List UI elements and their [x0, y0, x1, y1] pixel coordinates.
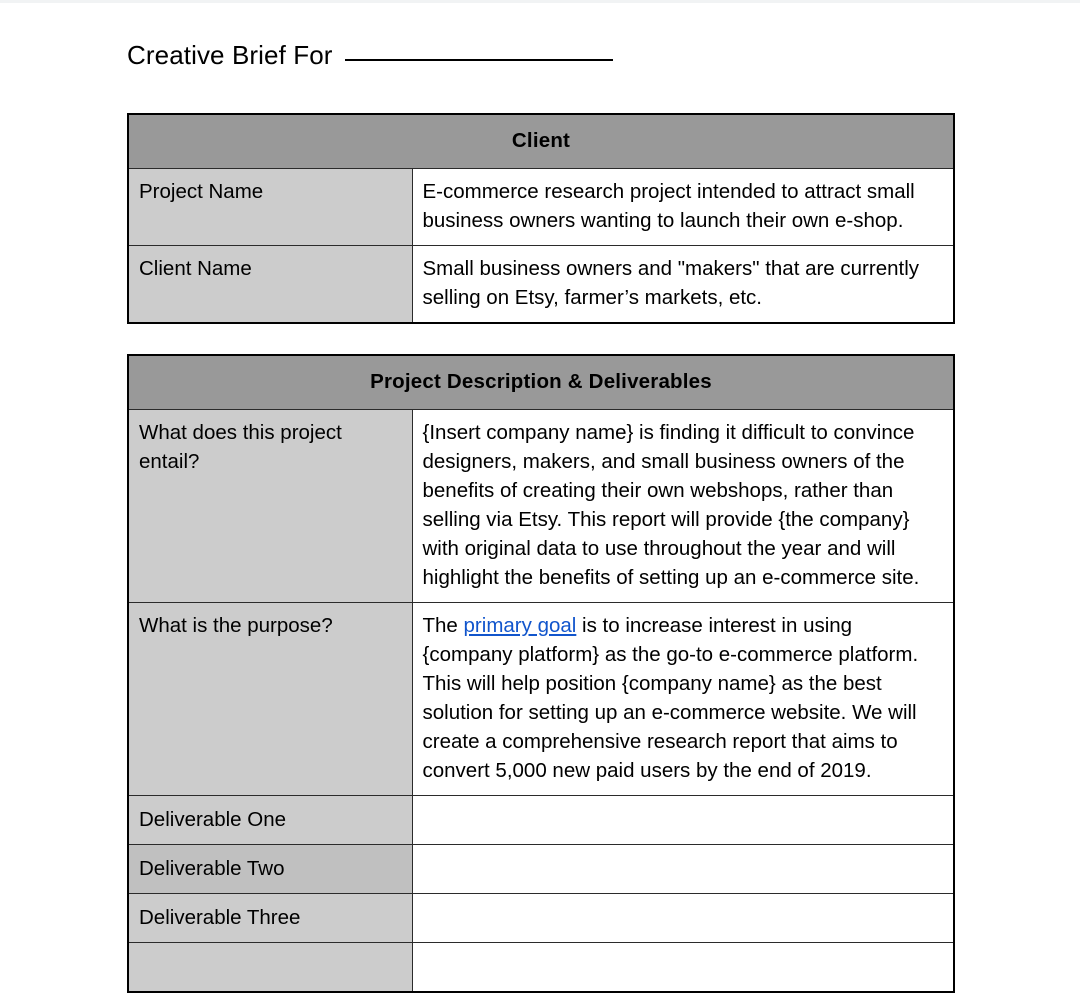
page-title: [0, 0, 1080, 72]
table-row: [128, 845, 954, 894]
project-description-table: [127, 354, 955, 993]
row-label-project-name: Project Name: [128, 169, 412, 246]
purpose-text-after-link: is to increase interest in using {company platform} as the go-to e-commerce platform. This will help position {company name} as the best solution for setting up an e-commerce website. We will create a comprehensive research report that aims to convert 5,000 new paid users by the end of 2019.: [422, 614, 919, 782]
row-label-deliverable-three: Deliverable Three: [128, 894, 412, 943]
row-value-deliverable-two[interactable]: [412, 845, 954, 894]
row-value-deliverable-next[interactable]: [412, 943, 954, 993]
primary-goal-link[interactable]: primary goal: [463, 614, 577, 637]
row-label-purpose: What is the purpose?: [128, 603, 412, 796]
client-table: [127, 113, 955, 324]
table-row: [128, 603, 954, 796]
table-row: [128, 796, 954, 845]
row-value-purpose[interactable]: [412, 603, 954, 796]
table-row: [128, 246, 954, 324]
row-label-project-entail: What does this project entail?: [128, 410, 412, 603]
row-value-client-name[interactable]: Small business owners and "makers" that are currently selling on Etsy, farmer’s markets, etc.: [412, 246, 954, 324]
row-label-deliverable-one: Deliverable One: [128, 796, 412, 845]
title-fill-in-blank: [345, 39, 613, 61]
table-header-row: [128, 114, 954, 169]
table-row: [128, 943, 954, 993]
project-description-section-header: Project Description & Deliverables: [128, 355, 954, 410]
row-label-deliverable-two: Deliverable Two: [128, 845, 412, 894]
table-row: [128, 169, 954, 246]
table-row: [128, 894, 954, 943]
purpose-text-before-link: The: [422, 614, 464, 637]
client-section-header: Client: [128, 114, 954, 169]
row-label-client-name: Client Name: [128, 246, 412, 324]
table-row: [128, 410, 954, 603]
table-header-row: [128, 355, 954, 410]
row-value-project-name[interactable]: E-commerce research project intended to attract small business owners wanting to launch their own e-shop.: [412, 169, 954, 246]
row-label-deliverable-next: [128, 943, 412, 993]
page-title-text: Creative Brief For: [127, 40, 333, 70]
row-value-project-entail[interactable]: {Insert company name} is finding it difficult to convince designers, makers, and small business owners of the benefits of creating their own webshops, rather than selling via Etsy. This report will provide {the company} with original data to use throughout the year and will highlight the benefits of setting up an e-commerce site.: [412, 410, 954, 603]
row-value-deliverable-one[interactable]: [412, 796, 954, 845]
row-value-deliverable-three[interactable]: [412, 894, 954, 943]
